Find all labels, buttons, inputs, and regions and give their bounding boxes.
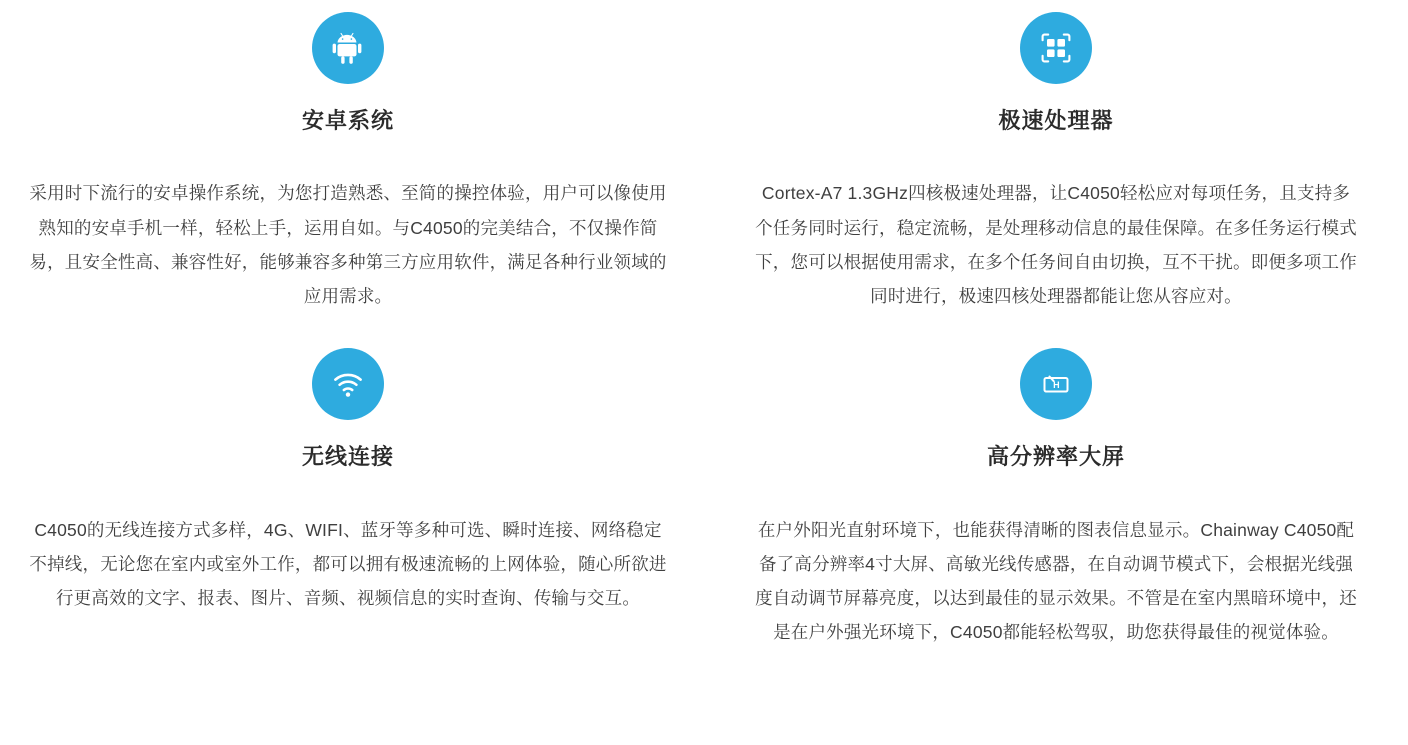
feature-title: 安卓系统 <box>301 108 394 133</box>
svg-text:H: H <box>1053 380 1060 391</box>
feature-description: 采用时下流行的安卓操作系统，为您打造熟悉、至简的操控体验，用户可以像使用熟知的安卓手机一样，轻松上手，运用自如。与C4050的完美结合，不仅操作简易，且安全性高、兼容性好，能够兼容多种第三方应用软件，满足各种行业领域的应用需求。 <box>29 183 667 306</box>
feature-card-processor <box>704 0 1408 330</box>
android-robot-icon <box>312 12 384 84</box>
feature-card-wireless <box>0 330 704 666</box>
feature-title: 高分辨率大屏 <box>986 444 1125 470</box>
feature-card-android <box>0 0 704 330</box>
screen-brightness-icon <box>1020 348 1092 420</box>
feature-description: 在户外阳光直射环境下，也能获得清晰的图表信息显示。Chainway C4050配备了高分辨率4寸大屏、高敏光线传感器，在自动调节模式下，会根据光线强度自动调节屏幕亮度，以达到最佳的显示效果。不管是在室内黑暗环境中，还是在户外强光环境下，C4050都能轻松驾驭，助您获得最佳的视觉体验。 <box>755 519 1357 643</box>
wifi-signal-icon <box>312 348 384 420</box>
feature-title: 极速处理器 <box>998 108 1114 133</box>
feature-card-display <box>704 330 1408 666</box>
feature-description: Cortex-A7 1.3GHz四核极速处理器，让C4050轻松应对每项任务，且支持多个任务同时运行，稳定流畅，是处理移动信息的最佳保障。在多任务运行模式下，您可以根据使用需求，在多个任务间自由切换，互不干扰。即便多项工作同时进行，极速四核处理器都能让您从容应对。 <box>755 183 1357 306</box>
feature-description: C4050的无线连接方式多样，4G、WIFI、蓝牙等多种可选、瞬时连接、网络稳定不掉线，无论您在室内或室外工作，都可以拥有极速流畅的上网体验，随心所欲进行更高效的文字、报表、图片、音频、视频信息的实时查询、传输与交互。 <box>29 519 667 609</box>
feature-title: 无线连接 <box>301 444 394 470</box>
quad-core-processor-icon <box>1020 12 1092 84</box>
